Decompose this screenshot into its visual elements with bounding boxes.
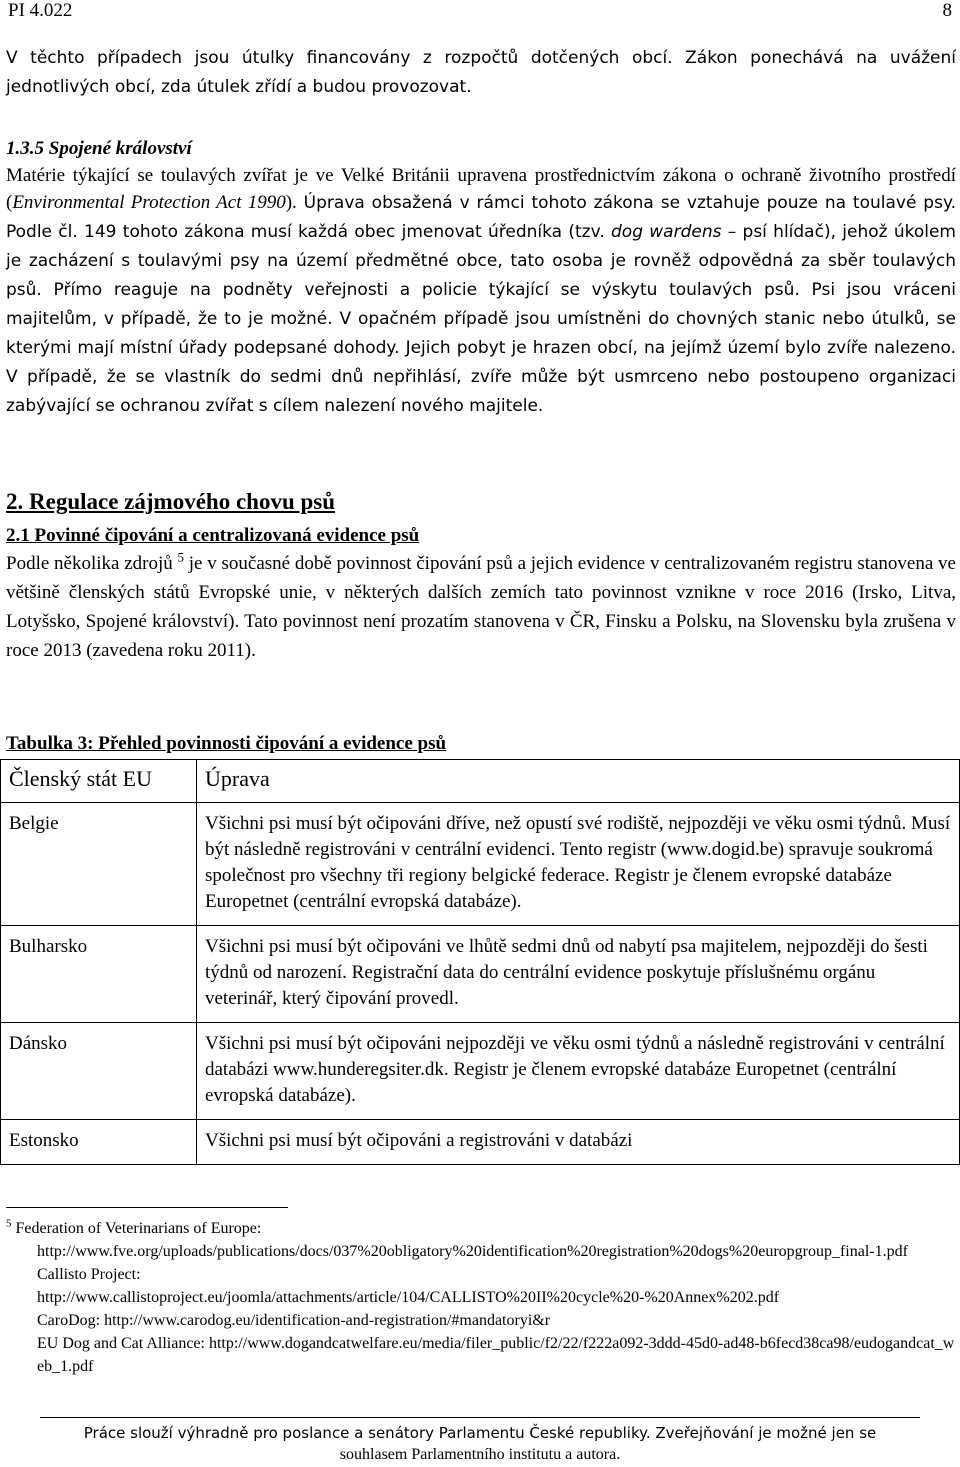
row-regulation: Všichni psi musí být očipováni dříve, než opustí své rodiště, nejpozději ve věku osmi týdnů. Musí být následně registrováni v centrální evidenci. Tento registr (www.dogid.be) spravuje soukromá společnost pro všechny tři regiony belgické federace. Registr je členem evropské databáze Europetnet (centrální evropská databáze). bbox=[197, 803, 960, 926]
footnote-separator bbox=[6, 1207, 288, 1208]
act-name: Environmental Protection Act 1990 bbox=[12, 192, 286, 213]
footnote-first-line bbox=[6, 1217, 956, 1240]
row-country: Estonsko bbox=[1, 1120, 197, 1165]
page-number: 8 bbox=[942, 0, 952, 21]
document-id: PI 4.022 bbox=[8, 0, 73, 21]
s21-text-2: je v současné době povinnost čipování psů a jejich evidence v centralizovaném registru stanovena ve většině členských států Evropské unie, v některých dalších zemích tato povinnost vznikne v roce 2016 (Irsko, Litva, Lotyšsko, Spojené království). Tato povinnost není prozatím stanovena v ČR, Finsku a Polsku, na Slovensku byla zrušena v roce 2013 (zavedena roku 2011). bbox=[6, 553, 956, 661]
intro-paragraph: V těchto případech jsou útulky financovány z rozpočtů dotčených obcí. Zákon ponechává na uvážení jednotlivých obcí, zda útulek zřídí a budou provozovat. bbox=[6, 48, 956, 97]
table-row bbox=[1, 803, 960, 926]
footer bbox=[0, 1422, 960, 1466]
row-country: Dánsko bbox=[1, 1023, 197, 1120]
table-row bbox=[1, 1023, 960, 1120]
footnote-number: 5 bbox=[6, 1217, 12, 1230]
uk-text-1: Matérie týkající se toulavých zvířat je ve Velké Británii upravena prostřednictvím zákona o ochraně životního prostředí ( bbox=[6, 164, 956, 213]
section-2-1-paragraph bbox=[6, 549, 956, 665]
footnote-text: Callisto Project: bbox=[37, 1266, 141, 1283]
table-row bbox=[1, 1120, 960, 1165]
footnote-link[interactable]: CaroDog: http://www.carodog.eu/identification-and-registration/#mandatoryi&r bbox=[37, 1312, 551, 1329]
table-title: Tabulka 3: Přehled povinnosti čipování a evidence psů bbox=[6, 733, 447, 754]
footnote-text: Federation of Veterinarians of Europe: bbox=[15, 1220, 262, 1237]
row-country: Belgie bbox=[1, 803, 197, 926]
header-country: Členský stát EU bbox=[1, 760, 197, 803]
uk-text-2: ). bbox=[285, 192, 297, 213]
uk-heading: 1.3.5 Spojené království bbox=[6, 138, 192, 159]
row-country: Bulharsko bbox=[1, 926, 197, 1023]
dog-wardens-term: dog wardens bbox=[611, 222, 722, 242]
uk-paragraph bbox=[6, 163, 956, 422]
row-regulation: Všichni psi musí být očipováni ve lhůtě sedmi dnů od nabytí psa majitelem, nejpozději do šesti týdnů od narození. Registrační data do centrální evidence poskytuje příslušnému orgánu veterinář, který čipování provedl. bbox=[197, 926, 960, 1023]
footnote-link[interactable]: http://www.callistoproject.eu/joomla/attachments/article/104/CALLISTO%20II%20cycle%20-%20Annex%202.pdf bbox=[37, 1289, 780, 1306]
footer-line-1: Práce slouží výhradně pro poslance a senátory Parlamentu České republiky. Zveřejňování je možné jen se bbox=[83, 1424, 877, 1442]
header-regulation: Úprava bbox=[197, 760, 960, 803]
section-2-heading: 2. Regulace zájmového chovu psů bbox=[6, 489, 336, 514]
uk-section bbox=[6, 136, 956, 421]
footer-line-2: souhlasem Parlamentního institutu a autora. bbox=[339, 1446, 621, 1463]
chip-registration-table bbox=[0, 759, 960, 1165]
uk-text-3: Úprava obsažená v rámci tohoto zákona se vztahuje pouze na toulavé psy. Podle čl. 149 tohoto zákona musí každá obec jmenovat úředníka (tzv. bbox=[6, 193, 956, 242]
footnote-link[interactable]: EU Dog and Cat Alliance: http://www.dogandcatwelfare.eu/media/filer_public/f2/22/f222a092-3ddd-45d0-ad48-b6fecd38ca98/eudogandcat_web_1.pdf bbox=[37, 1335, 955, 1375]
footnote-ref: 5 bbox=[177, 549, 185, 565]
table-row bbox=[1, 926, 960, 1023]
footnote-link[interactable]: http://www.fve.org/uploads/publications/docs/037%20obligatory%20identification%20registration%20dogs%20europgroup_final-1.pdf bbox=[37, 1243, 908, 1260]
uk-text-4: – psí hlídač), jehož úkolem je zacházení s toulavými psy na území předmětné obce, tato osoba je rovněž odpovědná za sběr toulavých psů. Přímo reaguje na podněty veřejnosti a policie týkající se výskytu toulavých psů. Psi jsou vráceni majitelům, v případě, že to je možné. V opačném případě jsou umístněni do chovných stanic nebo útulků, se kterými mají místní úřady podepsané dohody. Jejich pobyt je hrazen obcí, na jejímž území bylo zvíře nalezeno. V případě, že se vlastník do sedmi dnů nepřihlásí, zvíře může být usmrceno nebo postoupeno organizaci zabývající se ochranou zvířat s cílem nalezení nového majitele. bbox=[6, 222, 956, 416]
s21-text-1: Podle několika zdrojů bbox=[6, 553, 178, 574]
table-header-row bbox=[1, 760, 960, 803]
footnote-block bbox=[6, 1217, 956, 1378]
footer-separator bbox=[40, 1417, 920, 1418]
row-regulation: Všichni psi musí být očipováni nejpozději ve věku osmi týdnů a následně registrováni v centrální databázi www.hunderegsiter.dk. Registr je členem evropské databáze Europetnet (centrální evropská databáze). bbox=[197, 1023, 960, 1120]
section-2-1-heading: 2.1 Povinné čipování a centralizovaná evidence psů bbox=[6, 525, 420, 546]
row-regulation: Všichni psi musí být očipováni a registrováni v databázi bbox=[197, 1120, 960, 1165]
